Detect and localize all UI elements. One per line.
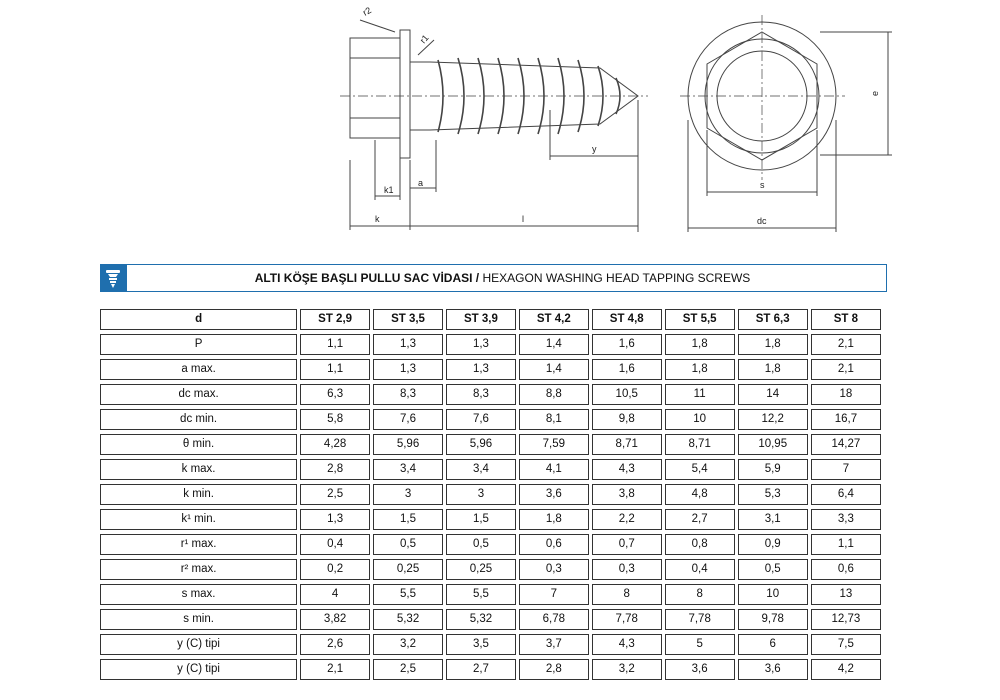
value-cell: 0,5 [373,534,443,555]
header-size: ST 3,5 [373,309,443,330]
value-cell: 0,5 [446,534,516,555]
value-cell: 0,6 [811,559,881,580]
label-e: e [870,90,880,96]
value-cell: 8,3 [446,384,516,405]
value-cell: 5 [665,634,735,655]
hex-head [350,38,400,138]
value-cell: 5,96 [373,434,443,455]
value-cell: 0,3 [519,559,589,580]
row-label: dc max. [100,384,297,405]
value-cell: 3,4 [373,459,443,480]
value-cell: 2,7 [446,659,516,680]
value-cell: 10 [738,584,808,605]
value-cell: 11 [665,384,735,405]
value-cell: 2,1 [300,659,370,680]
value-cell: 8 [592,584,662,605]
row-label: s min. [100,609,297,630]
value-cell: 4,2 [811,659,881,680]
value-cell: 8,1 [519,409,589,430]
value-cell: 3,5 [446,634,516,655]
table-row [100,434,881,455]
row-label: r² max. [100,559,297,580]
value-cell: 8 [665,584,735,605]
value-cell: 1,8 [665,359,735,380]
value-cell: 0,2 [300,559,370,580]
row-label: P [100,334,297,355]
table-row [100,534,881,555]
table-row [100,659,881,680]
value-cell: 9,8 [592,409,662,430]
value-cell: 2,2 [592,509,662,530]
value-cell: 3,6 [519,484,589,505]
label-l: l [522,214,524,224]
value-cell: 6,4 [811,484,881,505]
value-cell: 0,25 [446,559,516,580]
header-size: ST 8 [811,309,881,330]
value-cell: 7,5 [811,634,881,655]
value-cell: 7,59 [519,434,589,455]
value-cell: 14 [738,384,808,405]
value-cell: 3,4 [446,459,516,480]
row-label: θ min. [100,434,297,455]
table-row [100,409,881,430]
value-cell: 1,8 [738,334,808,355]
value-cell: 8,3 [373,384,443,405]
table-row [100,509,881,530]
value-cell: 7,6 [373,409,443,430]
value-cell: 5,3 [738,484,808,505]
table-row [100,459,881,480]
value-cell: 4,28 [300,434,370,455]
value-cell: 1,8 [665,334,735,355]
washer-flange [400,30,410,158]
value-cell: 1,6 [592,359,662,380]
value-cell: 18 [811,384,881,405]
value-cell: 1,5 [446,509,516,530]
header-size: ST 2,9 [300,309,370,330]
value-cell: 12,73 [811,609,881,630]
value-cell: 1,3 [446,334,516,355]
value-cell: 4 [300,584,370,605]
table-row [100,584,881,605]
value-cell: 4,3 [592,459,662,480]
value-cell: 7,78 [665,609,735,630]
value-cell: 6 [738,634,808,655]
table-row [100,559,881,580]
label-s: s [760,180,765,190]
row-label: a max. [100,359,297,380]
value-cell: 7 [519,584,589,605]
value-cell: 12,2 [738,409,808,430]
value-cell: 9,78 [738,609,808,630]
value-cell: 0,5 [738,559,808,580]
value-cell: 1,1 [811,534,881,555]
row-label: y (C) tipi [100,634,297,655]
value-cell: 10,95 [738,434,808,455]
value-cell: 16,7 [811,409,881,430]
value-cell: 2,8 [300,459,370,480]
value-cell: 2,1 [811,334,881,355]
value-cell: 1,5 [373,509,443,530]
value-cell: 5,9 [738,459,808,480]
row-label: k¹ min. [100,509,297,530]
value-cell: 10 [665,409,735,430]
value-cell: 3,8 [592,484,662,505]
header-size: ST 4,8 [592,309,662,330]
table-row [100,484,881,505]
label-r2: r2 [361,5,373,18]
value-cell: 3,2 [592,659,662,680]
value-cell: 5,8 [300,409,370,430]
value-cell: 14,27 [811,434,881,455]
value-cell: 1,8 [738,359,808,380]
value-cell: 1,4 [519,359,589,380]
spec-table [97,305,884,684]
label-a: a [418,178,424,188]
value-cell: 2,1 [811,359,881,380]
screw-logo-icon [100,264,127,292]
value-cell: 3,3 [811,509,881,530]
value-cell: 2,7 [665,509,735,530]
value-cell: 0,9 [738,534,808,555]
label-y: y [592,144,597,154]
table-row [100,384,881,405]
value-cell: 0,25 [373,559,443,580]
value-cell: 6,3 [300,384,370,405]
value-cell: 5,4 [665,459,735,480]
value-cell: 0,7 [592,534,662,555]
row-label: dc min. [100,409,297,430]
value-cell: 8,8 [519,384,589,405]
table-row [100,359,881,380]
value-cell: 4,3 [592,634,662,655]
value-cell: 0,8 [665,534,735,555]
value-cell: 5,5 [373,584,443,605]
value-cell: 7,6 [446,409,516,430]
value-cell: 1,1 [300,359,370,380]
row-label: r¹ max. [100,534,297,555]
value-cell: 8,71 [592,434,662,455]
value-cell: 1,6 [592,334,662,355]
value-cell: 2,5 [373,659,443,680]
value-cell: 5,96 [446,434,516,455]
value-cell: 2,5 [300,484,370,505]
value-cell: 1,8 [519,509,589,530]
row-label: y (C) tipi [100,659,297,680]
value-cell: 3,2 [373,634,443,655]
value-cell: 5,32 [446,609,516,630]
value-cell: 13 [811,584,881,605]
value-cell: 6,78 [519,609,589,630]
value-cell: 3 [373,484,443,505]
table-title-banner [100,264,887,292]
value-cell: 8,71 [665,434,735,455]
value-cell: 3,7 [519,634,589,655]
value-cell: 3,82 [300,609,370,630]
value-cell: 1,1 [300,334,370,355]
table-row [100,634,881,655]
header-size: ST 5,5 [665,309,735,330]
value-cell: 7,78 [592,609,662,630]
screw-technical-drawing [0,0,1000,240]
value-cell: 2,8 [519,659,589,680]
value-cell: 3,6 [665,659,735,680]
value-cell: 0,6 [519,534,589,555]
value-cell: 1,3 [446,359,516,380]
table-row [100,334,881,355]
value-cell: 7 [811,459,881,480]
value-cell: 1,3 [373,359,443,380]
label-r1: r1 [417,32,431,46]
value-cell: 5,32 [373,609,443,630]
label-k: k [375,214,380,224]
label-k1: k1 [384,185,394,195]
header-size: ST 6,3 [738,309,808,330]
table-header-row [100,309,881,330]
value-cell: 0,4 [665,559,735,580]
value-cell: 2,6 [300,634,370,655]
row-label: k min. [100,484,297,505]
row-label: k max. [100,459,297,480]
value-cell: 1,4 [519,334,589,355]
value-cell: 4,8 [665,484,735,505]
value-cell: 1,3 [373,334,443,355]
value-cell: 4,1 [519,459,589,480]
value-cell: 0,4 [300,534,370,555]
value-cell: 10,5 [592,384,662,405]
table-title: ALTI KÖŞE BAŞLI PULLU SAC VİDASI / HEXAGON WASHING HEAD TAPPING SCREWS [254,271,751,285]
value-cell: 3,6 [738,659,808,680]
value-cell: 3 [446,484,516,505]
header-d: d [100,309,297,330]
value-cell: 3,1 [738,509,808,530]
header-size: ST 4,2 [519,309,589,330]
row-label: s max. [100,584,297,605]
table-row [100,609,881,630]
label-dc: dc [757,216,767,226]
value-cell: 0,3 [592,559,662,580]
header-size: ST 3,9 [446,309,516,330]
value-cell: 5,5 [446,584,516,605]
value-cell: 1,3 [300,509,370,530]
